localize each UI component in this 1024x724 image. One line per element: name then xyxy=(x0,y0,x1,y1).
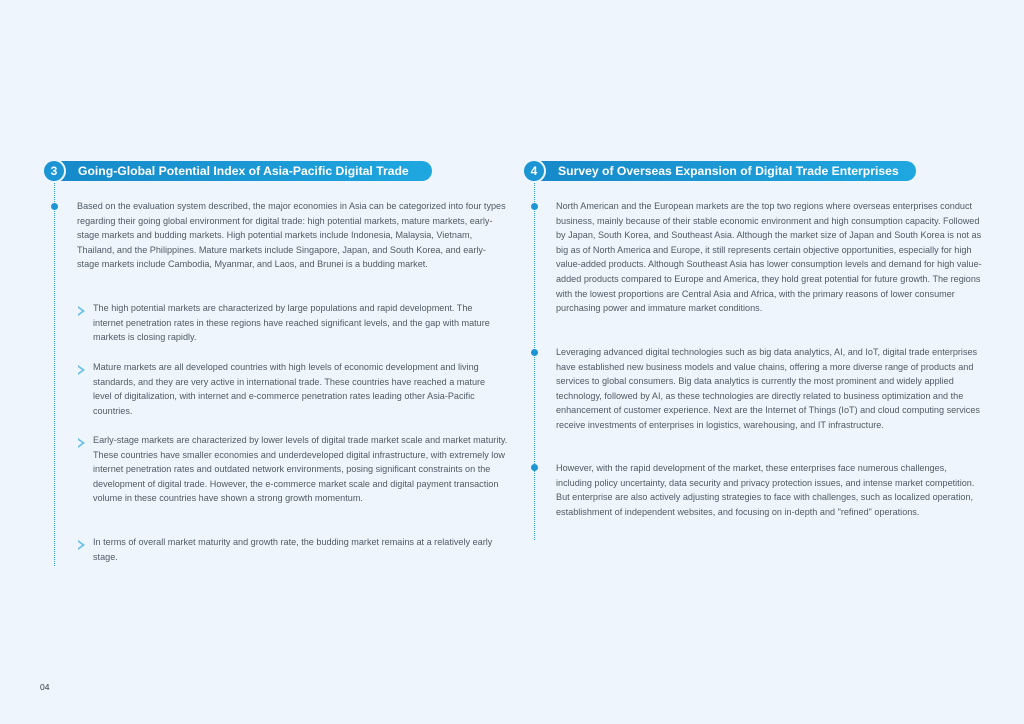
section-3-timeline xyxy=(54,183,55,566)
section-4-timeline xyxy=(534,183,535,540)
section-3-header xyxy=(44,161,432,181)
page-number: 04 xyxy=(40,682,50,692)
section-3-bullet-3: Early-stage markets are characterized by lower levels of digital trade market scale and market maturity. These countries have smaller economies and underdeveloped digital infrastructure, with extremely low internet penetration rates and outdated network environments, posing significant constraints on the development of digital trade. However, the e-commerce market scale and digital payment transaction volume in these countries have shown a strong growth momentum. xyxy=(93,435,508,504)
section-4-number-badge: 4 xyxy=(524,161,544,181)
section-3-timeline-dot xyxy=(51,203,58,210)
section-4-paragraph-2: Leveraging advanced digital technologies such as big data analytics, AI, and IoT, digital trade enterprises have established new business models and value chains, offering a more diverse range of products and services to global consumers. Big data analytics is currently the most prominent and widely applied technology, followed by AI, as these technologies are directly related to business optimization and the enhancement of customer experience. Next are the Internet of Things (IoT) and cloud computing services receive investments of enterprises in logistics, warehousing, and IT infrastructure. xyxy=(556,347,980,430)
section-3-intro: Based on the evaluation system described, the major economies in Asia can be categorized into four types regarding their going global environment for digital trade: high potential markets, mature markets, early-stage markets and budding markets. High potential markets include Indonesia, Malaysia, Vietnam, Thailand, and the Philippines. Mature markets include Singapore, Japan, and South Korea, and early-stage markets include Cambodia, Myanmar, and Laos, and Brunei is a budding market. xyxy=(77,201,506,270)
section-4-title: Survey of Overseas Expansion of Digital Trade Enterprises xyxy=(534,161,916,181)
section-4-header xyxy=(524,161,916,181)
bullet-arrow-icon xyxy=(78,540,85,550)
section-4-paragraph-1: North American and the European markets are the top two regions where overseas enterprises conduct business, mainly because of their stable economic environment and high consumption capacity. Followed by Japan, South Korea, and Southeast Asia. Although the market size of Japan and South Korea is not as big as of North America and Europe, it still represents certain objective opportunities, especially for high value-added products. Although Southeast Asia has lower consumption levels and demand for high value-added products compared to Europe and America, they hold great potential for future growth. The regions with the lowest proportions are Central Asia and Africa, with the primary reasons of lower consumer purchasing power and immature market conditions. xyxy=(556,201,982,314)
section-4-timeline-dot xyxy=(531,464,538,471)
section-3-bullet-2: Mature markets are all developed countries with high levels of economic development and living standards, and they are very active in international trade. These countries have reached a mature level of digitalization, with internet and e-commerce penetration rates leading other Asia-Pacific countries. xyxy=(93,362,486,416)
bullet-arrow-icon xyxy=(78,306,85,316)
bullet-arrow-icon xyxy=(78,438,85,448)
section-3-bullet-4: In terms of overall market maturity and growth rate, the budding market remains at a relatively early stage. xyxy=(93,537,493,562)
section-3-bullet-1: The high potential markets are characterized by large populations and rapid development. The internet penetration rates in these regions have reached significant levels, and the gap with mature markets is closing rapidly. xyxy=(93,303,490,343)
section-4-timeline-dot xyxy=(531,203,538,210)
section-3-number-badge: 3 xyxy=(44,161,64,181)
section-4-paragraph-3: However, with the rapid development of the market, these enterprises face numerous challenges, including policy uncertainty, data security and privacy protection issues, and intense market competition. But enterprise are also actively adjusting strategies to face with challenges, such as localized operation, establishment of independent websites, and focusing on in-depth and "refined" operations. xyxy=(556,463,975,517)
section-4-timeline-dot xyxy=(531,349,538,356)
section-3-title: Going-Global Potential Index of Asia-Pacific Digital Trade xyxy=(54,161,432,181)
bullet-arrow-icon xyxy=(78,365,85,375)
